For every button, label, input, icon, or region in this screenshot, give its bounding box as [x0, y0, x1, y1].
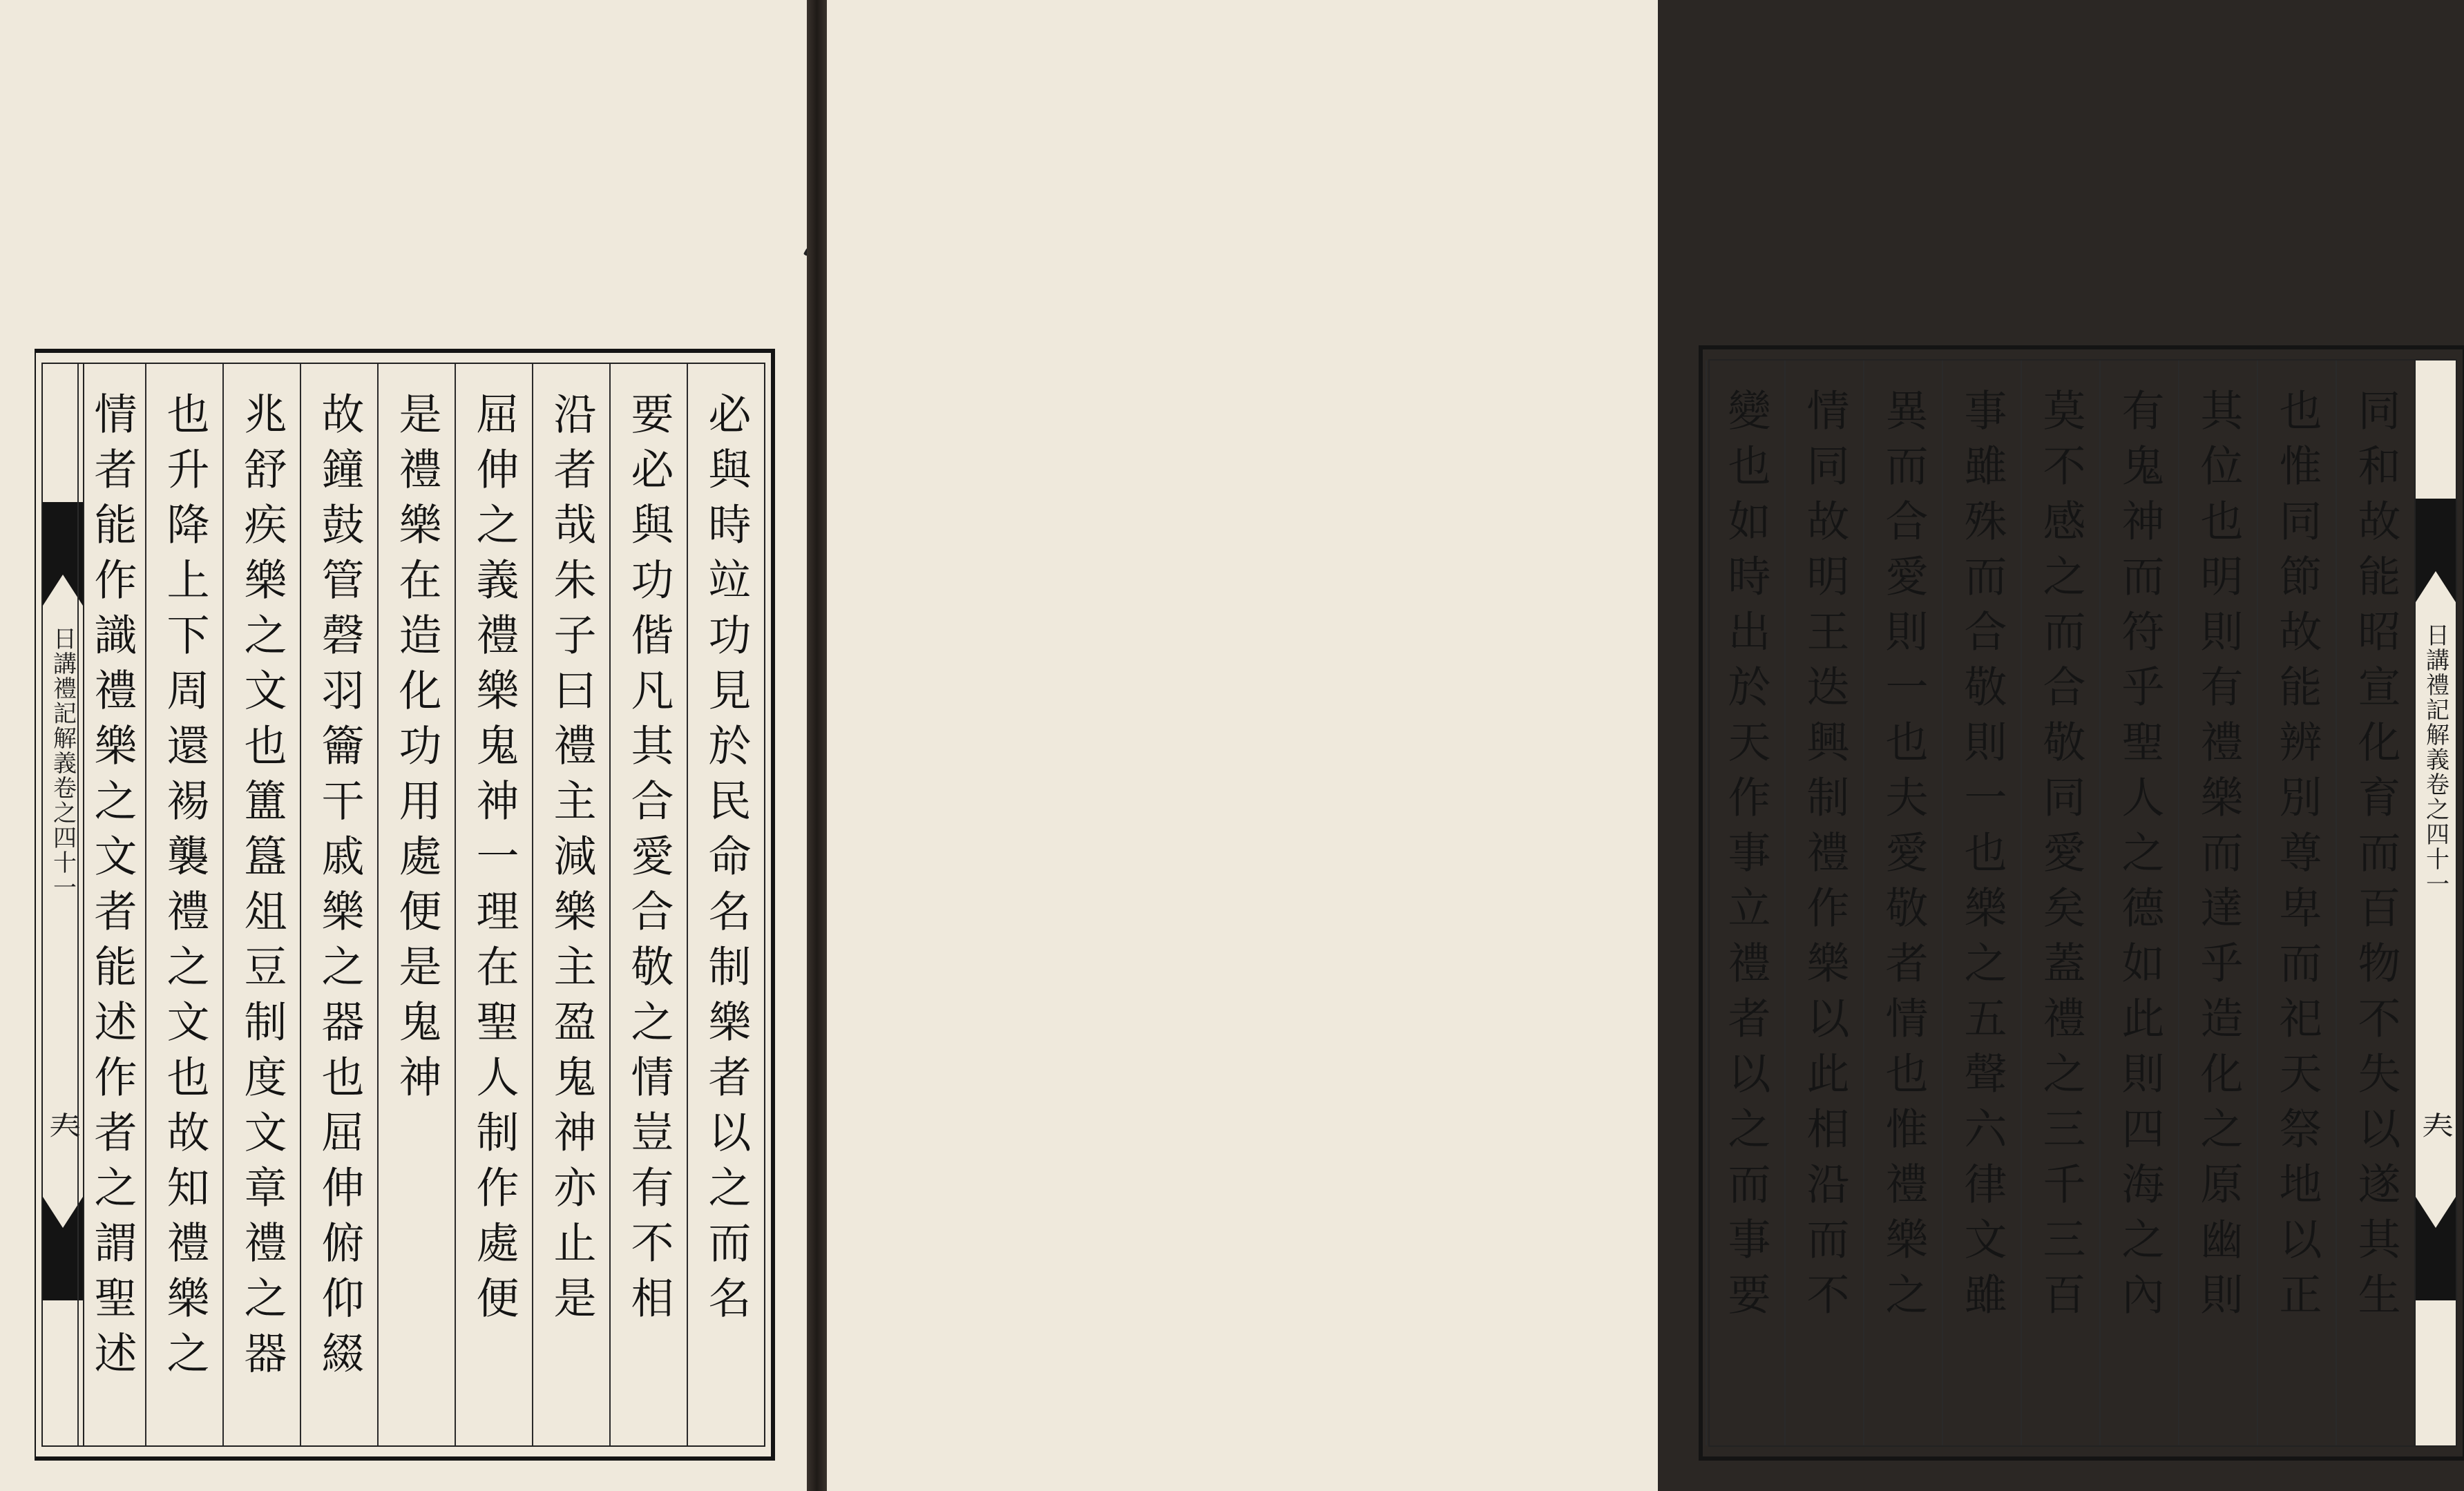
right-banxin-title: 日講禮記解義卷之四十一	[2421, 623, 2449, 896]
text-line: 變也如時出於天作事立禮者以之而事要	[1721, 388, 1771, 1327]
right-column-5	[2021, 360, 2099, 1445]
left-banxin-title: 日講禮記解義卷之四十一	[48, 626, 77, 900]
text-line: 沿者哉朱子曰禮主減樂主盈鬼神亦止是	[546, 392, 597, 1331]
left-page	[0, 0, 807, 1491]
text-line: 也升降上下周還裼襲禮之文也故知禮樂之	[160, 392, 210, 1386]
text-line: 情者能作識禮樂之文者能述作者之謂聖述	[87, 392, 137, 1386]
left-column-5	[377, 364, 455, 1445]
text-line: 事雖殊而合敬則一也樂之五聲六律文雖	[1957, 388, 2007, 1327]
left-column-8	[145, 364, 222, 1445]
text-line: 必與時竝功見於民命名制樂者以之而名	[701, 392, 752, 1331]
right-column-8	[1784, 360, 1863, 1445]
text-line: 也惟同節故能辨別尊卑而祀天祭地以正	[2272, 388, 2322, 1327]
left-column-1	[687, 364, 764, 1445]
left-column-7	[222, 364, 300, 1445]
right-column-7	[1863, 360, 1942, 1445]
fishtail-top-mark	[2416, 499, 2456, 602]
text-line: 兆舒疾樂之文也簠簋俎豆制度文章禮之器	[237, 392, 287, 1386]
right-column-3	[2178, 360, 2257, 1445]
right-column-6	[1942, 360, 2021, 1445]
left-text-block	[41, 363, 765, 1447]
right-page-frame	[1699, 345, 2464, 1461]
book-gutter	[807, 0, 827, 1491]
right-column-1	[2336, 360, 2414, 1445]
left-folio-number: 𡗗	[44, 1110, 82, 1142]
text-line: 異而合愛則一也夫愛敬者情也惟禮樂之	[1878, 388, 1929, 1327]
right-column-4	[2099, 360, 2178, 1445]
left-column-3	[532, 364, 609, 1445]
right-columns	[1710, 360, 2414, 1445]
text-line: 情同故明王迭興制禮作樂以此相沿而不	[1799, 388, 1850, 1327]
fishtail-bottom-mark	[2416, 1197, 2456, 1300]
text-line: 有鬼神而符乎聖人之德如此則四海之內	[2114, 388, 2165, 1327]
right-column-9	[1706, 360, 1784, 1445]
text-line: 故鐘鼓管磬羽籥干戚樂之器也屈伸俯仰綴	[314, 392, 365, 1386]
right-folio-number: 𡗗	[2417, 1110, 2454, 1142]
text-line: 要必與功偕凡其合愛合敬之情豈有不相	[624, 392, 674, 1331]
text-line: 其位也明則有禮樂而達乎造化之原幽則	[2193, 388, 2244, 1327]
text-line: 屈伸之義禮樂鬼神一理在聖人制作處便	[469, 392, 519, 1331]
text-line: 同和故能昭宣化育而百物不失以遂其生	[2351, 388, 2401, 1327]
left-columns	[84, 364, 764, 1445]
left-column-2	[609, 364, 687, 1445]
left-page-frame	[35, 349, 775, 1461]
text-line: 是禮樂在造化功用處便是鬼神	[392, 392, 442, 1110]
right-column-2	[2257, 360, 2336, 1445]
right-page	[827, 0, 2454, 1491]
text-line: 莫不感之而合敬同愛矣蓋禮之三千三百	[2036, 388, 2086, 1327]
right-banxin	[2414, 360, 2456, 1445]
left-column-6	[300, 364, 377, 1445]
left-column-4	[455, 364, 532, 1445]
left-column-9	[77, 364, 145, 1445]
right-text-block	[1708, 359, 2457, 1447]
